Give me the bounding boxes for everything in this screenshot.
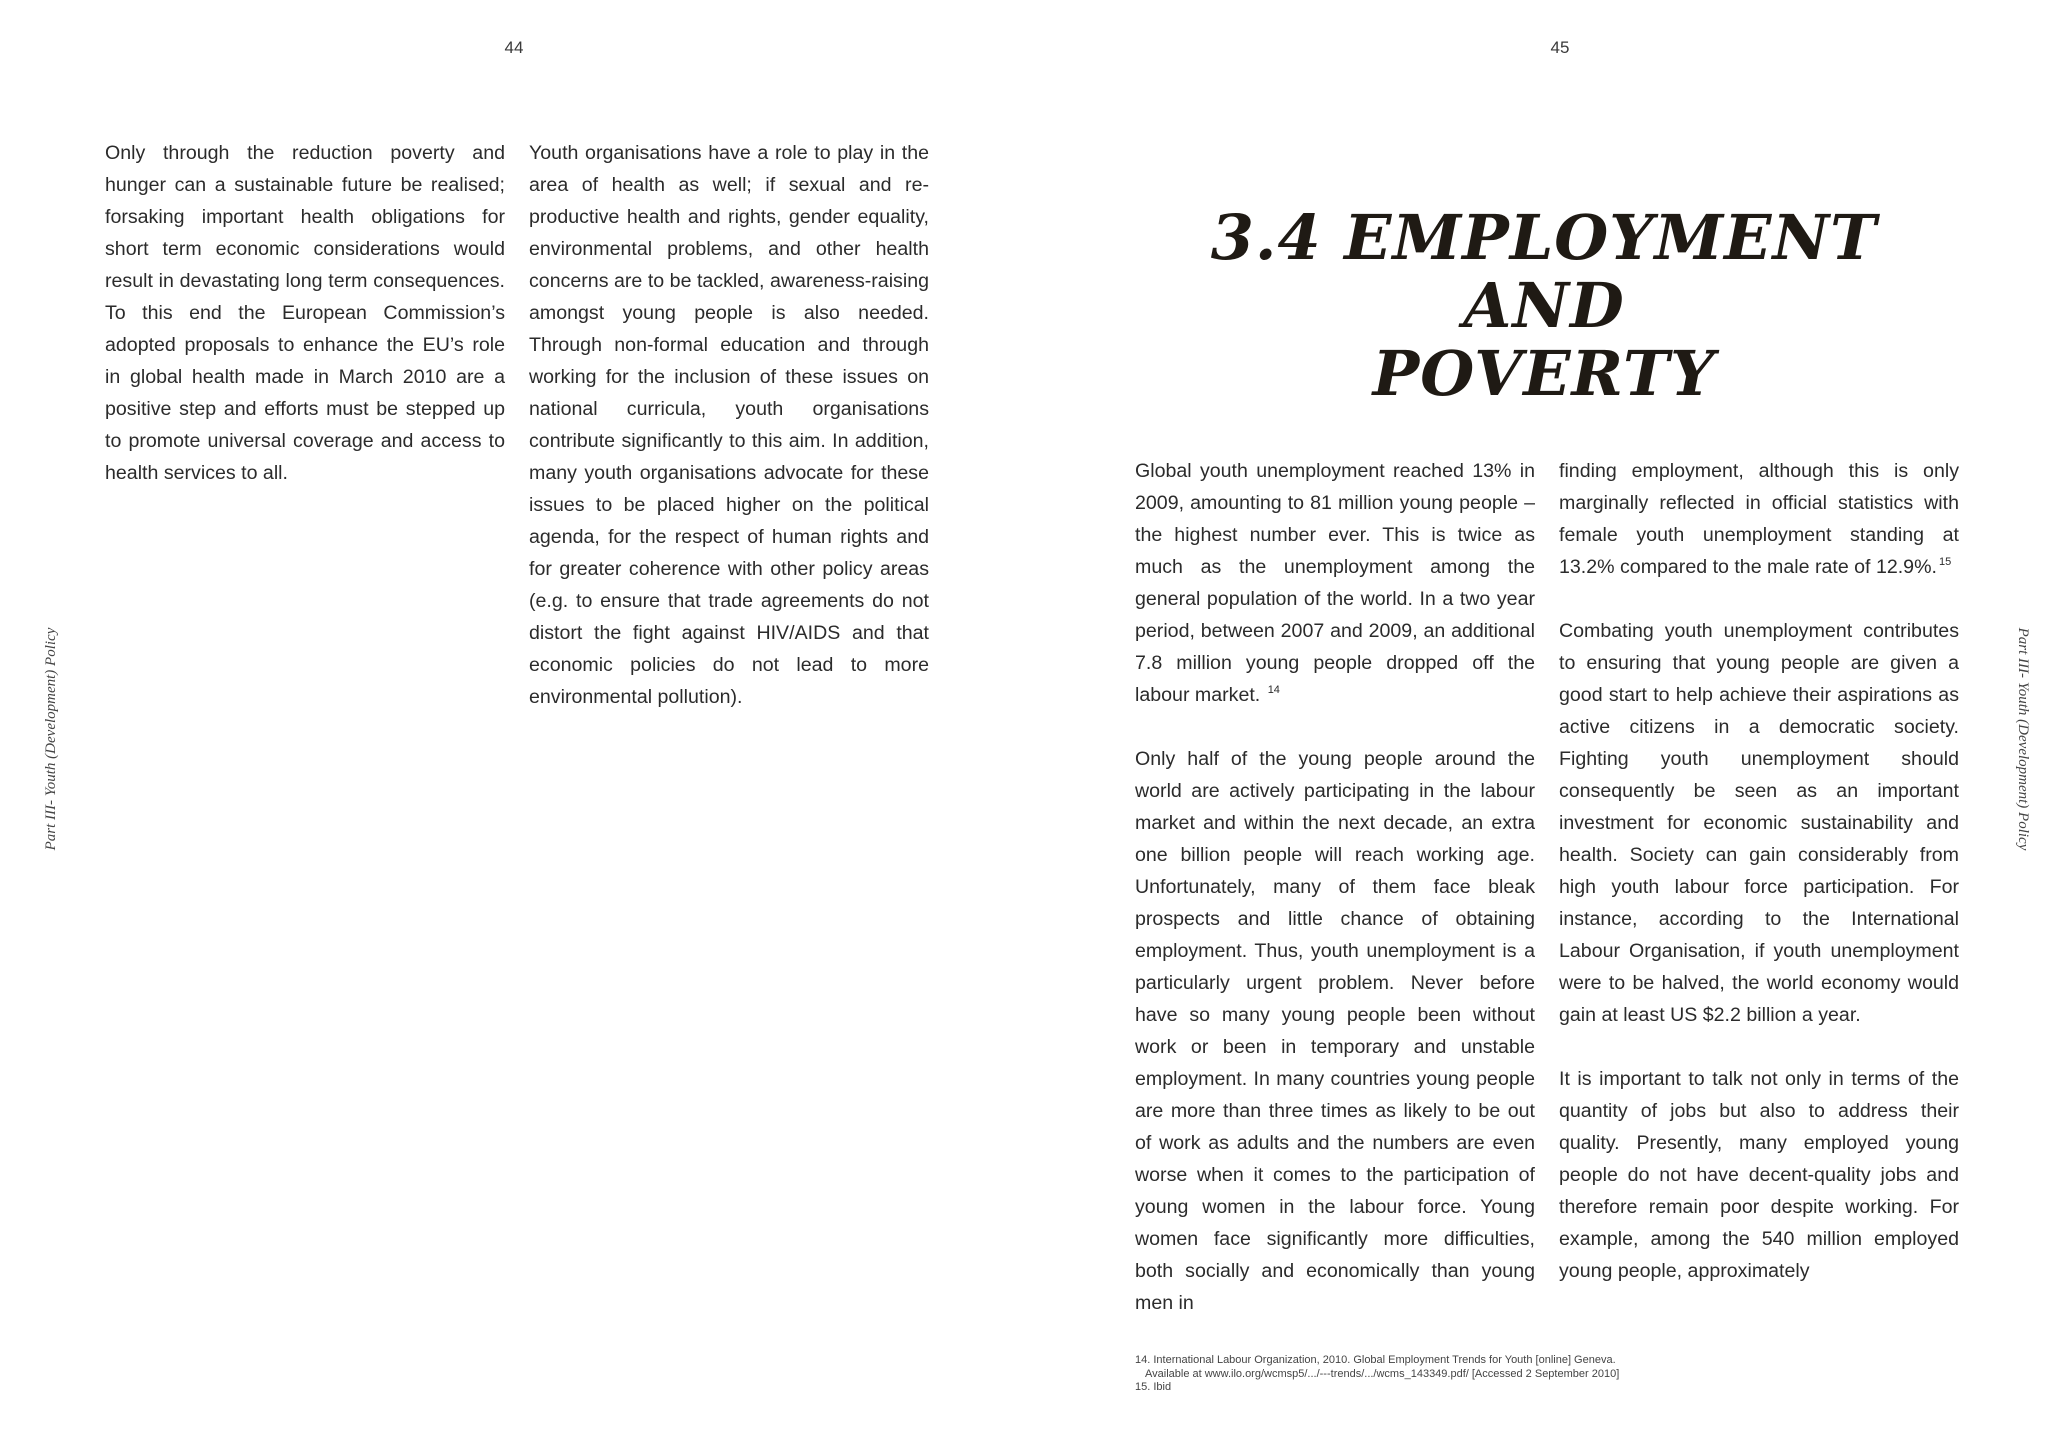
paragraph: Only through the reduction poverty and hunger can a sustainable future be realised; forsaking important health obligations for short term economic considerations would result in devastating long term consequences. To this end the European Commission’s adopted proposals to enhance the EU’s role in global health made in March 2010 are a positive step and efforts must be stepped up to promote universal coverage and access to health services to all. [105, 142, 505, 484]
footnote-14-line-2: Available at www.ilo.org/wcmsp5/.../---trends/.../wcms_143349.pdf/ [Accessed 2 September 2010] [1145, 1367, 1620, 1380]
right-page [1024, 0, 2048, 1453]
footnote-15: 15. Ibid [1135, 1381, 1172, 1393]
footnote-ref-15: 15 [1938, 556, 1952, 569]
footnote-ref-14: 14 [1267, 684, 1280, 697]
paragraph [1135, 455, 1535, 711]
paragraph: Combating youth unemployment contributes to ensuring that young people are given a good start to help achieve their aspirations as active citizens in a democratic society. Fighting youth unemployment should consequently be seen as an important investment for economic sustainability and health. Society can gain considerably from high youth labour force participation. For instance, according to the International Labour Organisation, if youth unemployment were to be halved, the world economy would gain at least US $2.2 billion a year. [1559, 620, 1959, 1026]
paragraph-text: Global youth unemployment reached 13% in 2009, amounting to 81 million young people – the highest number ever. This is twice as much as the unemployment among the general population of the world. In a two year period, between 2007 and 2009, an additional 7.8 million young people dropped off the labour market. [1135, 460, 1535, 706]
left-page-column-1 [105, 137, 505, 489]
right-page-column-2 [1559, 455, 1959, 1287]
paragraph-text: finding employment, although this is only marginally reflected in official statistics with female youth unemployment standing at 13.2% compared to the male rate of 12.9%. [1559, 460, 1959, 578]
footnotes [1135, 1354, 1935, 1395]
section-title-line-1: 3.4 EMPLOYMENT AND [1210, 200, 1878, 342]
side-running-header-left: Part III- Youth (Development) Policy [43, 627, 59, 851]
paragraph: It is important to talk not only in terms of the quantity of jobs but also to address their quality. Presently, many employed young people do not have decent-quality jobs and therefore remain poor despite working. For example, among the 540 million employed young people, approximately [1559, 1068, 1959, 1282]
left-page-column-2 [529, 137, 929, 713]
right-page-column-1 [1135, 455, 1535, 1319]
section-title [1134, 200, 1954, 410]
page-number-45: 45 [1550, 38, 1570, 57]
section-title-line-2: POVERTY [1372, 336, 1716, 410]
page-number-44: 44 [504, 38, 524, 57]
paragraph: Only half of the young people around the world are actively participating in the labour market and within the next decade, an extra one billion people will reach working age. Unfortunately, many of them face bleak prospects and little chance of obtaining employment. Thus, youth unemployment is a particularly urgent problem. Never before have so many young people been without work or been in temporary and unstable employment. In many countries young people are more than three times as likely to be out of work as adults and the numbers are even worse when it comes to the participation of young women in the labour force. Young women face significantly more difficulties, both socially and economically than young men in [1135, 748, 1535, 1314]
paragraph [1559, 455, 1959, 583]
side-running-header-right: Part III- Youth (Development) Policy [2015, 627, 2031, 851]
paragraph: Youth organisations have a role to play in the area of health as well; if sexual and reproductive health and rights, gender equality, environmental problems, and other health concerns are to be tackled, awareness-raising amongst young people is also needed. Through non-formal education and through working for the inclusion of these issues on national curricula, youth organisations contribute significantly to this aim. In addition, many youth organisations advocate for these issues to be placed higher on the political agenda, for the respect of human rights and for greater coherence with other policy areas (e.g. to ensure that trade agreements do not distort the fight against HIV/AIDS and that economic policies do not lead to more environmental pollution). [529, 142, 929, 708]
footnote-14-line-1: 14. International Labour Organization, 2010. Global Employment Trends for Youth [online] Geneva. [1135, 1354, 1616, 1366]
